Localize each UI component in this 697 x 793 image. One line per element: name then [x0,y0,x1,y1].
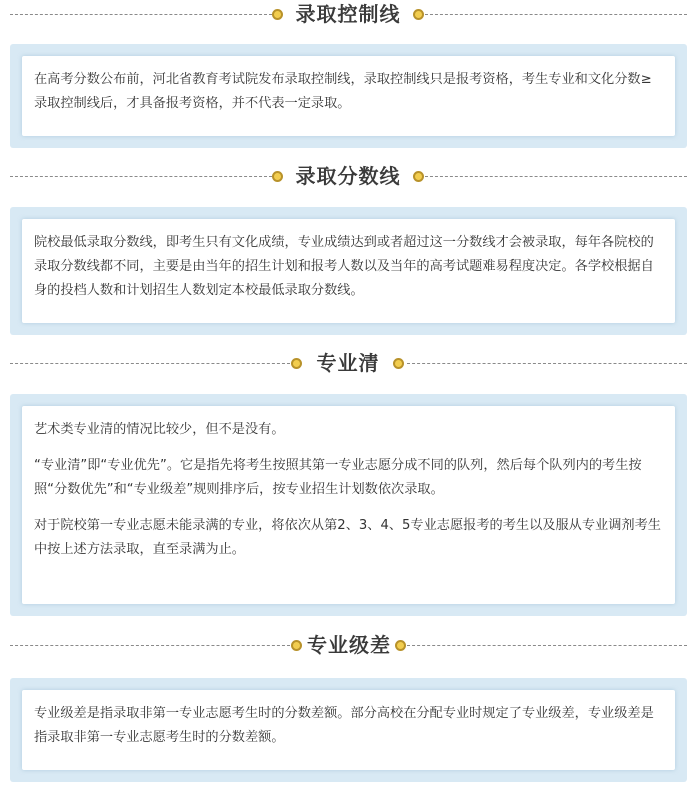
section-heading-3 [0,351,697,375]
paragraph: “专业清”即“专业优先”。它是指先将考生按照其第一专业志愿分成不同的队列，然后每个队列内的考生按照“分数优先”和“专业级差”规则排序后，按专业招生计划数依次录取。 [34,458,642,497]
dashed-divider [10,645,290,646]
dashed-divider [10,176,272,177]
section-card-4 [10,678,687,782]
dashed-divider [425,176,687,177]
section-title: 专业级差 [307,633,391,657]
section-card-3 [10,394,687,616]
dashed-divider [10,14,272,15]
paragraph: 艺术类专业清的情况比较少，但不是没有。 [34,422,285,437]
circle-bullet-icon [291,640,302,651]
section-card-1 [10,44,687,148]
section-heading-2 [0,164,697,188]
paragraph: 院校最低录取分数线，即考生只有文化成绩，专业成绩达到或者超过这一分数线才会被录取，每年各院校的录取分数线都不同，主要是由当年的招生计划和报考人数以及当年的高考试题难易程度决定。各学校根据自身的投档人数和计划招生人数划定本校最低录取分数线。 [34,235,654,298]
card-body [22,219,675,323]
card-body [22,406,675,604]
circle-bullet-icon [272,171,283,182]
section-heading-4 [0,633,697,657]
paragraph: 对于院校第一专业志愿未能录满的专业，将依次从第2、3、4、5专业志愿报考的考生以及服从专业调剂考生中按上述方法录取，直至录满为止。 [34,518,661,557]
section-title: 专业清 [316,351,380,375]
section-title: 录取分数线 [295,164,401,188]
dashed-divider [10,363,290,364]
section-heading-1 [0,2,697,26]
circle-bullet-icon [291,358,302,369]
card-body [22,690,675,770]
circle-bullet-icon [272,9,283,20]
dashed-divider [407,363,687,364]
dashed-divider [425,14,687,15]
circle-bullet-icon [395,640,406,651]
circle-bullet-icon [413,9,424,20]
section-title: 录取控制线 [295,2,401,26]
paragraph: 在高考分数公布前，河北省教育考试院发布录取控制线，录取控制线只是报考资格，考生专业和文化分数≥录取控制线后，才具备报考资格，并不代表一定录取。 [34,72,652,111]
dashed-divider [407,645,687,646]
section-card-2 [10,207,687,335]
circle-bullet-icon [393,358,404,369]
circle-bullet-icon [413,171,424,182]
card-body [22,56,675,136]
paragraph: 专业级差是指录取非第一专业志愿考生时的分数差额。部分高校在分配专业时规定了专业级差，专业级差是指录取非第一专业志愿考生时的分数差额。 [34,706,654,745]
